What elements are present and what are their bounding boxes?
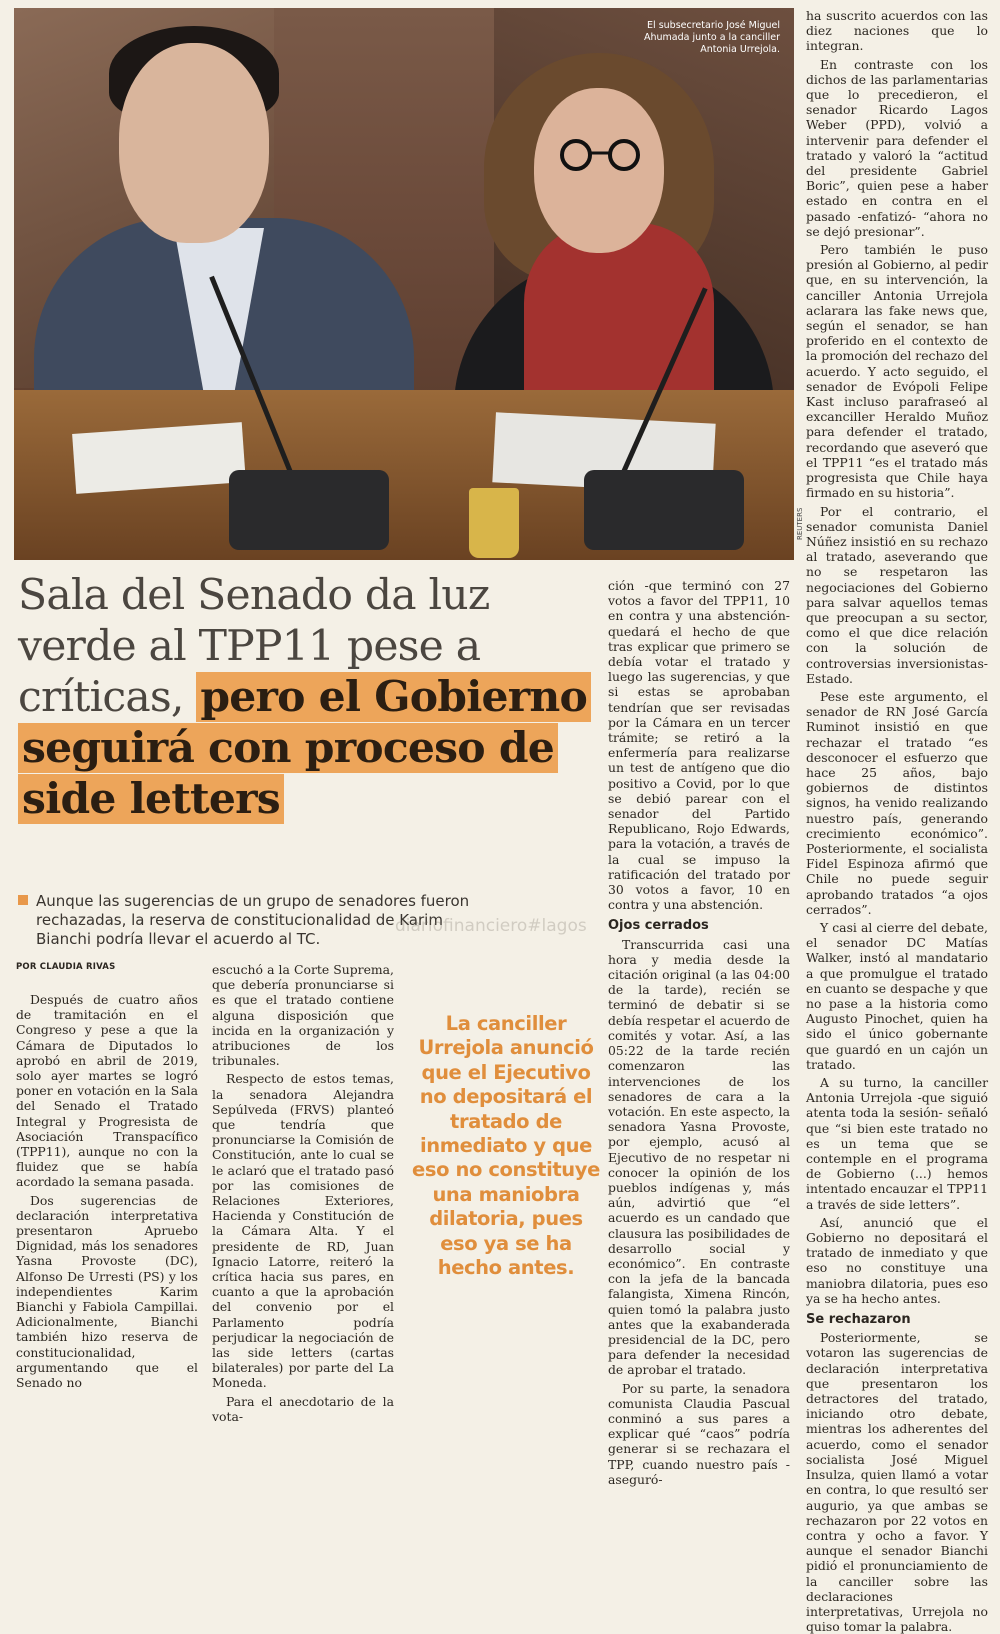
body-paragraph: Y casi al cierre del debate, el senador DC Matías Walker, instó al mandatario a que promulgue el tratado en cuanto se despache y que no pase a la historia como Augusto Pinochet, quien ha sido el único gobernante que guardó en un cajón un tratado. [806, 919, 988, 1072]
body-paragraph: Después de cuatro años de tramitación en el Congreso y pese a que la Cámara de Diputados lo aprobó en abril de 2019, solo ayer martes se logró poner en votación en la Sala del Senado el Tratado Integral y Progresista de Asociación Transpacífico (TPP11), aunque no con la fluidez que se había acordado la semana pasada. [16, 992, 198, 1190]
microphone-base [229, 470, 389, 550]
body-paragraph: escuchó a la Corte Suprema, que debería pronunciarse si es que el tratado contiene alguna disposición que incida en la organización y atribuciones de los tribunales. [212, 962, 394, 1069]
pull-quote: La canciller Urrejola anunció que el Ejecutivo no depositará el tratado de inmediato y que eso no constituye una maniobra dilatoria, pues eso ya se ha hecho antes. [412, 1012, 600, 1280]
body-paragraph: Respecto de estos temas, la senadora Alejandra Sepúlveda (FRVS) planteó que tendría que pronunciarse la Comisión de Constitución, ante lo cual se le aclaró que el tratado pasó por las comisiones de Relaciones Exteriores, Hacienda y Constitución de la Cámara Alta. Y el presidente de RD, Juan Ignacio Latorre, reiteró la crítica hacia sus pares, en cuanto a que la aprobación del convenio por el Parlamento podría perjudicar la negociación de las side letters (cartas bilaterales) por parte del La Moneda. [212, 1071, 394, 1391]
body-column-3 [608, 578, 790, 1487]
body-column-4 [806, 8, 988, 1634]
body-paragraph: Posteriormente, se votaron las sugerencias de declaración interpretativa que presentaron los detractores del tratado, iniciando otro debate, mientras los adherentes del acuerdo, como el senador socialista José Miguel Insulza, quien llamó a votar en contra, lo que resultó ser augurio, ya que ambas se rechazaron por 22 votos en contra y ocho a favor. Y aunque el senador Bianchi pidió el pronunciamiento de la canciller sobre las declaraciones interpretativas, Urrejola no quiso tomar la palabra. [806, 1330, 988, 1634]
section-heading-ojos-cerrados: Ojos cerrados [608, 918, 709, 934]
watermark: diariofinanciero#lagos [395, 916, 587, 936]
photo-face [119, 43, 269, 243]
headline [18, 570, 593, 825]
headline-highlight: pero el Gobierno seguirá con proceso de side letters [18, 672, 591, 824]
body-paragraph: ha suscrito acuerdos con las diez naciones que lo integran. [806, 8, 988, 54]
photo-caption: El subsecretario José Miguel Ahumada junto a la canciller Antonia Urrejola. [643, 20, 780, 55]
article-photo [14, 8, 794, 560]
microphone-base [584, 470, 744, 550]
body-column-1 [16, 992, 198, 1390]
body-paragraph: ción -que terminó con 27 votos a favor del TPP11, 10 en contra y una abstención- quedará el hecho de que tras explicar que primero se debía votar el tratado y luego las sugerencias, y que si estas se aprobaban tendrían que ser revisadas por la Cámara en un tercer trámite; se retiró a la enfermería para realizarse un test de antígeno que dio positivo a Covid, por lo que se debió parear con el senador del Partido Republicano, Rojo Edwards, para la votación, a través de la cual se impuso la ratificación del tratado por 30 votos a favor, 10 en contra y una abstención. [608, 578, 790, 913]
photo-paper [72, 422, 246, 494]
glasses-icon [554, 138, 650, 172]
body-column-2 [212, 962, 394, 1424]
body-paragraph: Por su parte, la senadora comunista Claudia Pascual conminó a sus pares a explicar qué “caos” podría generar si se rechazara el TPP, cuando nuestro país -aseguró- [608, 1380, 790, 1487]
body-paragraph: Pero también le puso presión al Gobierno, al pedir que, en su intervención, la canciller Antonia Urrejola aclarara las fake news que, según el senador, se han proferido en el contexto de la promoción del rechazo del acuerdo. Y acto seguido, el senador de Evópoli Felipe Kast incluso parafraseó al excanciller Heraldo Muñoz para defender el tratado, recordando que aseveró que el TPP11 “es el tratado más progresista que Chile haya firmado en su historia”. [806, 242, 988, 501]
body-paragraph: A su turno, la canciller Antonia Urrejola -que siguió atenta toda la sesión- señaló que “si bien este tratado no es un tema que se contemple en el programa de Gobierno (...) hemos intentado encauzar el TPP11 a través de side letters”. [806, 1075, 988, 1212]
body-paragraph: Por el contrario, el senador comunista Daniel Núñez insistió en su rechazo al tratado, aseverando que no se respetaron las negociaciones del Gobierno para salvar aquellos temas que preocupan a su sector, como el que dice relación con la solución de controversias inversionistas-Estado. [806, 503, 988, 686]
byline: POR CLAUDIA RIVAS [16, 962, 116, 972]
lead-text: Aunque las sugerencias de un grupo de senadores fueron rechazadas, la reserva de constitucionalidad de Karim Bianchi podría llevar el acuerdo al TC. [36, 892, 470, 948]
body-paragraph: Así, anunció que el Gobierno no depositará el tratado de inmediato y que eso no constituye una maniobra dilatoria, pues eso ya se ha hecho antes. [806, 1214, 988, 1306]
body-paragraph: Para el anecdotario de la vota- [212, 1393, 394, 1424]
body-paragraph: Pese este argumento, el senador de RN José García Ruminot insistió en que rechazar el tratado “es desconocer el esfuerzo que hace 25 años, bajo gobiernos de distintos signos, ha venido realizando nuestro país, generando crecimiento económico”. Posteriormente, el socialista Fidel Espinoza afirmó que Chile no puede seguir aprobando tratados “a ojos cerrados”. [806, 688, 988, 917]
headline-plain: Sala del Senado da luz verde al TPP11 pese a críticas, [18, 571, 490, 722]
body-paragraph: En contraste con los dichos de las parlamentarias que lo precedieron, el senador Ricardo Lagos Weber (PPD), volvió a intervenir para defender el tratado y valoró la “actitud del presidente Gabriel Boric”, quien pese a haber estado en contra en el pasado -enfatizó- “ahora no se dejó presionar”. [806, 56, 988, 239]
section-heading-se-rechazaron: Se rechazaron [806, 1312, 911, 1328]
square-bullet-icon [18, 895, 28, 905]
photo-cup [469, 488, 519, 558]
photo-credit: REUTERS [796, 507, 804, 540]
body-paragraph: Dos sugerencias de declaración interpretativa presentaron Apruebo Dignidad, más los senadores Yasna Provoste (DC), Alfonso De Urresti (PS) y los independientes Karim Bianchi y Fabiola Campillai. Adicionalmente, Bianchi también hizo reserva de constitucionalidad, argumentando que el Senado no [16, 1192, 198, 1391]
body-paragraph: Transcurrida casi una hora y media desde la citación original (a las 04:00 de la tarde), recién se terminó de debatir si se debía respetar el acuerdo de comités y votar. Así, a las 05:22 de la tarde recién comenzaron las intervenciones de los senadores de cara a la votación. En este aspecto, la senadora Yasna Provoste, por ejemplo, acusó al Ejecutivo de no respetar ni conocer la opinión de los pueblos indígenas y, más aún, advirtió que “el acuerdo es un candado que clausura las posibilidades de desarrollo social y económico”. En contraste con la jefa de la bancada falangista, Ximena Rincón, quien tomó la palabra justo antes que la exabanderada presidencial de la DC, pero para defender la necesidad de aprobar el tratado. [608, 936, 790, 1378]
